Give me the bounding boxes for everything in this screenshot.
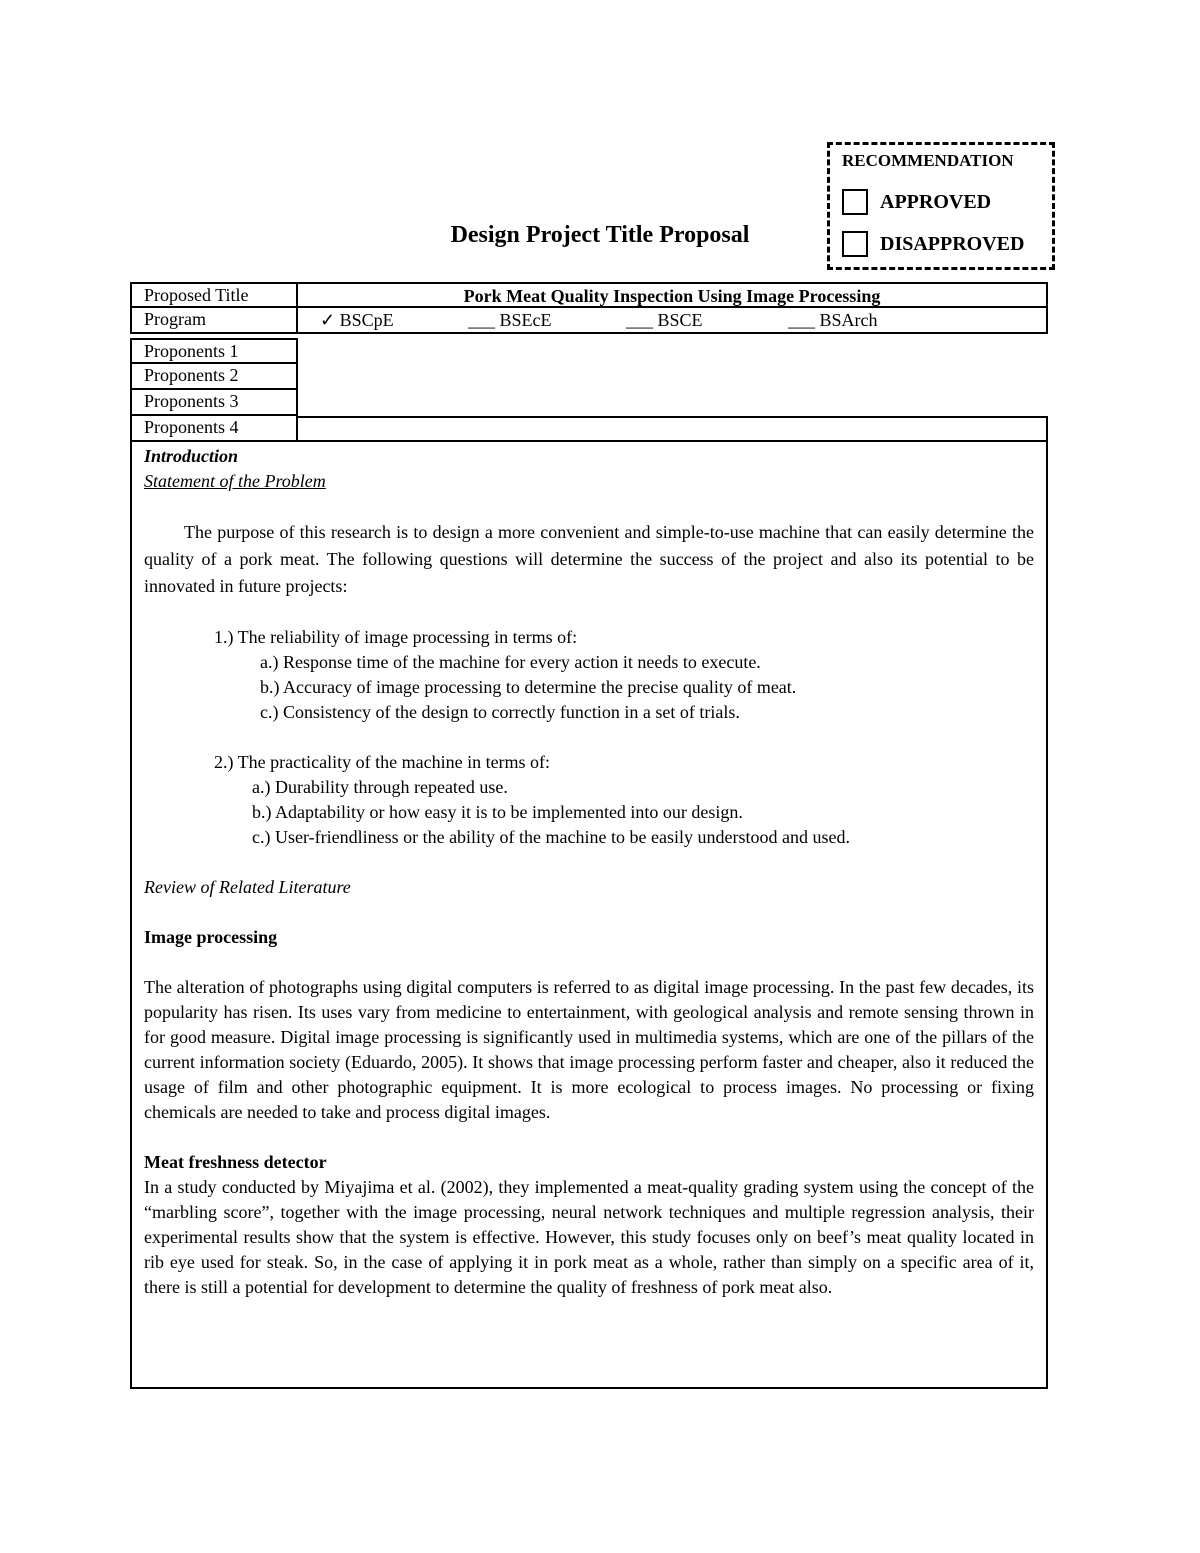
- proponent-label-4: Proponents 4: [130, 416, 298, 442]
- question-1a: a.) Response time of the machine for every action it needs to execute.: [260, 652, 761, 672]
- disapproved-label: DISAPPROVED: [880, 232, 1025, 255]
- proponent-label-3: Proponents 3: [130, 390, 298, 416]
- program-row: [130, 308, 1048, 334]
- disapproved-checkbox[interactable]: [842, 231, 868, 257]
- proponent-row-1: [130, 338, 1048, 364]
- recommendation-box: [827, 142, 1055, 270]
- proposed-title-label: Proposed Title: [130, 282, 298, 308]
- proponent-row-2: [130, 364, 1048, 390]
- proponent-value-4: [298, 416, 1048, 442]
- proponent-label-1: Proponents 1: [130, 338, 298, 364]
- disapproved-option[interactable]: [842, 231, 1024, 257]
- program-bsarch[interactable]: ___ BSArch: [788, 310, 878, 330]
- question-1: 1.) The reliability of image processing in terms of:: [214, 627, 578, 647]
- approved-option[interactable]: [842, 189, 991, 215]
- statement-heading: Statement of the Problem: [144, 471, 326, 491]
- recommendation-title: RECOMMENDATION: [842, 151, 1014, 170]
- proponent-label-2: Proponents 2: [130, 364, 298, 390]
- proposal-form: [130, 282, 1048, 442]
- meat-freshness-heading: Meat freshness detector: [144, 1152, 327, 1172]
- proposed-title-value: Pork Meat Quality Inspection Using Image Processing: [298, 282, 1048, 308]
- rrl-heading: Review of Related Literature: [144, 877, 351, 897]
- question-2a: a.) Durability through repeated use.: [252, 777, 508, 797]
- image-processing-heading: Image processing: [144, 927, 278, 947]
- program-bsce[interactable]: ___ BSCE: [626, 310, 703, 330]
- proponent-row-3: [130, 390, 1048, 416]
- program-options: [298, 308, 1048, 334]
- question-2c: c.) User-friendliness or the ability of the machine to be easily understood and used.: [252, 827, 850, 847]
- approved-label: APPROVED: [880, 190, 992, 213]
- approved-checkbox[interactable]: [842, 189, 868, 215]
- page-title: Design Project Title Proposal: [450, 222, 750, 248]
- program-bscpe[interactable]: ✓ BSCpE: [320, 310, 394, 330]
- purpose-paragraph: The purpose of this research is to design a more convenient and simple-to-use machine that can easily determine the quality of a pork meat. The following questions will determine the success of the project and also its potential to be innovated in future projects:: [144, 522, 1034, 596]
- introduction-heading: Introduction: [144, 446, 239, 466]
- question-1b: b.) Accuracy of image processing to determine the precise quality of meat.: [260, 677, 797, 697]
- image-processing-paragraph: The alteration of photographs using digital computers is referred to as digital image processing. In the past few decades, its popularity has risen. Its uses vary from medicine to entertainment, with geological analysis and remote sensing thrown in for good measure. Digital image processing is significantly used in multimedia systems, which are one of the pillars of the current information society (Eduardo, 2005). It shows that image processing perform faster and cheaper, also it reduced the usage of film and other photographic equipment. It is more ecological to process images. No processing or fixing chemicals are needed to take and process digital images.: [144, 977, 1034, 1122]
- question-2b: b.) Adaptability or how easy it is to be implemented into our design.: [252, 802, 743, 822]
- proposal-body: [130, 440, 1048, 1389]
- proposed-title-row: [130, 282, 1048, 308]
- proponent-row-4: [130, 416, 1048, 442]
- question-1c: c.) Consistency of the design to correctly function in a set of trials.: [260, 702, 740, 722]
- program-label: Program: [130, 308, 298, 334]
- program-bsece[interactable]: ___ BSEcE: [468, 310, 552, 330]
- meat-freshness-paragraph: In a study conducted by Miyajima et al. (2002), they implemented a meat-quality grading system using the concept of the “marbling score”, together with the image processing, neural network techniques and multiple regression analysis, their experimental results show that the system is effective. However, this study focuses only on beef’s meat quality located in rib eye used for steak. So, in the case of applying it in pork meat as a whole, rather than simply on a specific area of it, there is still a potential for development to determine the quality of freshness of pork meat also.: [144, 1177, 1034, 1297]
- body-top-rule: [132, 440, 1046, 442]
- question-2: 2.) The practicality of the machine in terms of:: [214, 752, 551, 772]
